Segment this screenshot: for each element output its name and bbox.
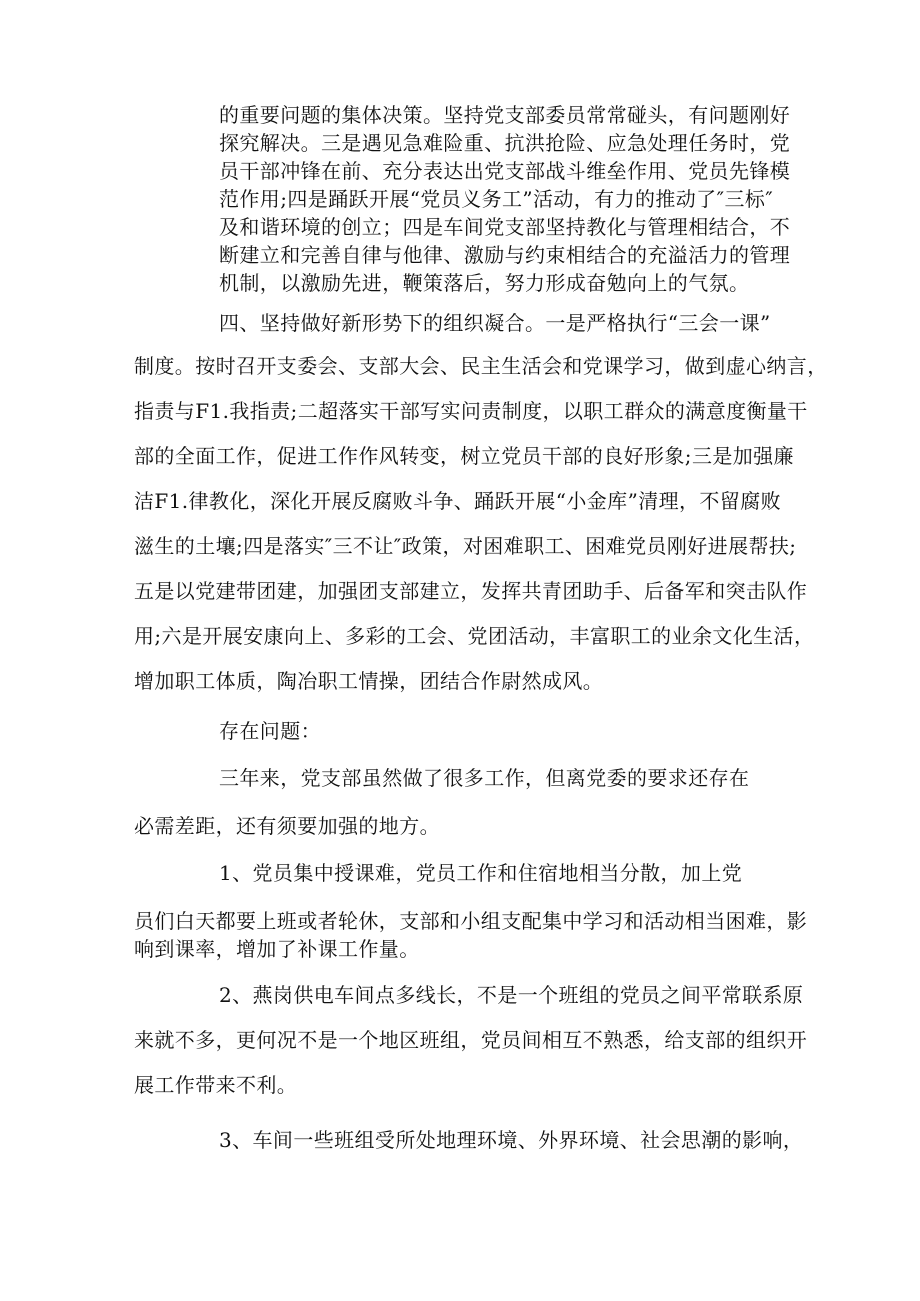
list-item-line: 1、党员集中授课难，党员工作和住宿地相当分散，加上党 [219,861,743,885]
paragraph-line: 的重要问题的集体决策。坚持党支部委员常常碰头，有问题刚好 [219,103,791,127]
paragraph-line: 增加职工体质，陶冶职工情操，团结合作尉然成风。 [134,669,604,693]
list-item-line: 2、燕岗供电车间点多线长，不是一个班组的党员之间平常联系原 [219,983,804,1007]
list-item-line: 3、车间一些班组受所处地理环境、外界环境、社会思潮的影响， [219,1128,804,1152]
paragraph-line: 洁F1.律教化，深化开展反腐败斗争、踊跃开展“小金库”清理，不留腐败 [134,489,782,513]
paragraph-line: 五是以党建带团建，加强团支部建立，发挥共青团助手、后备军和突击队作 [134,579,808,603]
paragraph-line: 三年来，党支部虽然做了很多工作，但离党委的要求还存在 [219,766,750,790]
paragraph-line: 必需差距，还有须要加强的地方。 [134,814,440,838]
list-item-line: 员们白天都要上班或者轮休，支部和小组支配集中学习和活动相当困难，影 [134,909,808,933]
paragraph-line: 制度。按时召开支委会、支部大会、民主生活会和党课学习，做到虚心纳言， [134,354,828,378]
paragraph-line: 范作用;四是踊跃开展“党员义务工”活动，有力的推动了″三标″ [219,187,774,211]
paragraph-line: 探究解决。三是遇见急难险重、抗洪抢险、应急处理任务时，党 [219,131,791,155]
paragraph-line: 用;六是开展安康向上、多彩的工会、党团活动，丰富职工的业余文化生活， [134,624,815,648]
paragraph-line: 滋生的土壤;四是落实″三不让″政策，对困难职工、困难党员刚好进展帮扶; [134,534,797,558]
list-item-line: 展工作带来不利。 [134,1073,298,1097]
paragraph-line: 员干部冲锋在前、充分表达出党支部战斗维垒作用、党员先锋模 [219,159,791,183]
paragraph-line: 及和谐环境的创立；四是车间党支部坚持教化与管理相结合，不 [219,215,791,239]
section-heading: 存在问题： [219,719,321,743]
list-item-line: 响到课率，增加了补课工作量。 [134,937,420,961]
section-heading-line: 四、坚持做好新形势下的组织凝合。一是严格执行“三会一课” [219,311,771,335]
paragraph-line: 断建立和完善自律与他律、激励与约束相结合的充溢活力的管理 [219,243,791,267]
paragraph-line: 指责与F1.我指责;二超落实干部写实问责制度，以职工群众的满意度衡量干 [134,399,808,423]
paragraph-line: 机制，以激励先进，鞭策落后，努力形成奋勉向上的气氛。 [219,271,750,295]
list-item-line: 来就不多，更何况不是一个地区班组，党员间相互不熟悉，给支部的组织开 [134,1028,808,1052]
paragraph-line: 部的全面工作，促进工作作风转变，树立党员干部的良好形象;三是加强廉 [134,444,794,468]
